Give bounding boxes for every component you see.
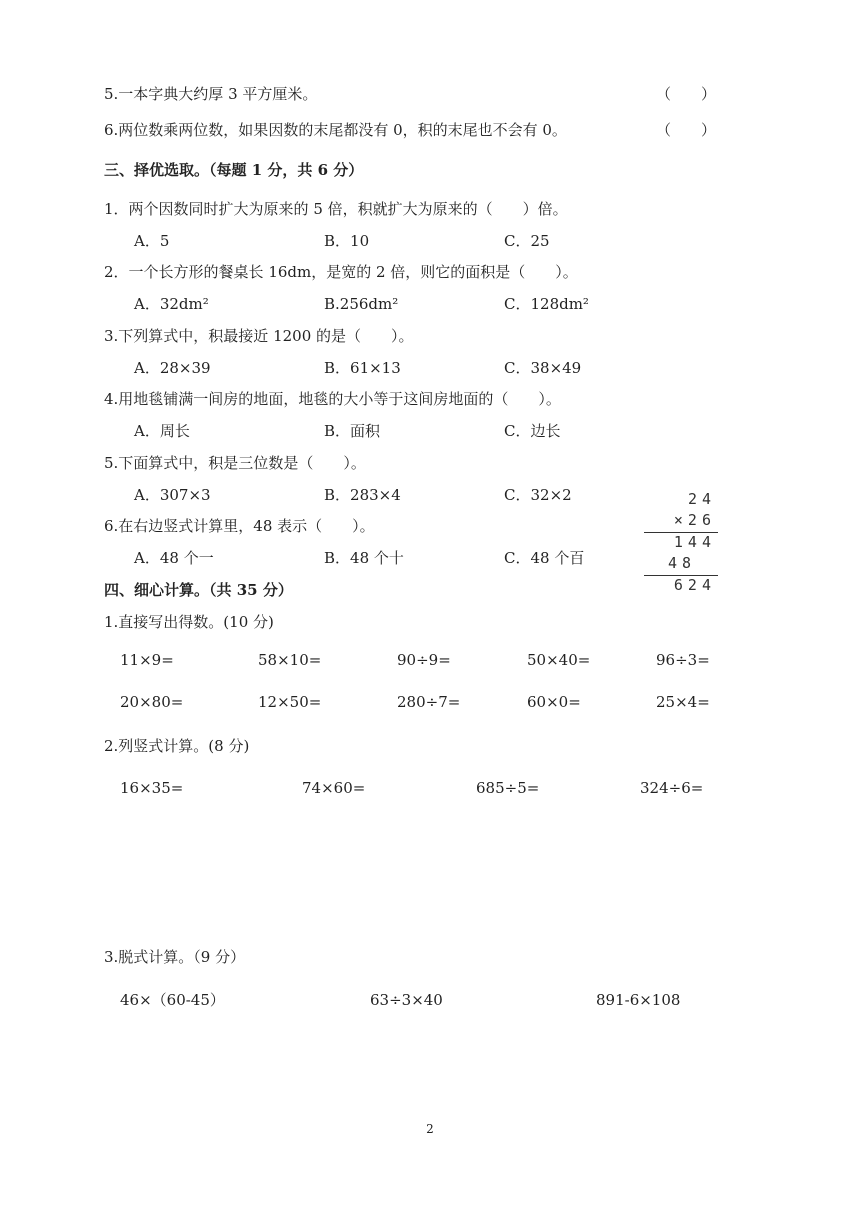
option-b[interactable]: B．61×13 (324, 359, 401, 377)
direct-calc-item: 60×0= (527, 693, 581, 711)
page-number: 2 (426, 1122, 434, 1136)
section-heading-choice: 三、择优选取。（每题 1 分，共 6 分） (104, 161, 364, 179)
option-c[interactable]: C．25 (504, 232, 550, 250)
direct-calc-item: 280÷7= (397, 693, 461, 711)
option-b[interactable]: B．面积 (324, 422, 381, 440)
option-a[interactable]: A．307×3 (134, 486, 211, 504)
option-c[interactable]: C．48 个百 (504, 549, 585, 567)
section-heading-calc: 四、细心计算。（共 35 分） (104, 581, 293, 599)
choice-question-4: 4.用地毯铺满一间房的地面，地毯的大小等于这间房地面的（ ）。 (104, 390, 561, 408)
vertical-row-partial-1: 144 (673, 533, 716, 551)
direct-calc-item: 96÷3= (656, 651, 710, 669)
judge-item-5: 5.一本字典大约厚 3 平方厘米。 (104, 85, 318, 103)
step-calc-item: 46×（60-45） (120, 991, 225, 1009)
option-c[interactable]: C．边长 (504, 422, 561, 440)
vertical-row-multiplier: ×26 (673, 511, 716, 529)
vertical-calc-item: 74×60= (302, 779, 366, 797)
judge-item-6: 6.两位数乘两位数，如果因数的末尾都没有 0，积的末尾也不会有 0。 (104, 121, 567, 139)
option-c[interactable]: C．38×49 (504, 359, 582, 377)
option-a[interactable]: A．5 (134, 232, 170, 250)
option-a[interactable]: A．48 个一 (134, 549, 214, 567)
option-a[interactable]: A．32dm² (134, 295, 209, 313)
vertical-row-multiplicand: 24 (687, 490, 716, 508)
vertical-multiplication (640, 490, 718, 594)
direct-calc-item: 90÷9= (397, 651, 451, 669)
step-calc-item: 63÷3×40 (370, 991, 443, 1009)
choice-question-5: 5.下面算式中，积是三位数是（ ）。 (104, 454, 366, 472)
option-a[interactable]: A．28×39 (134, 359, 211, 377)
option-b[interactable]: B.256dm² (324, 295, 399, 313)
vertical-calc-item: 685÷5= (476, 779, 540, 797)
option-c[interactable]: C．32×2 (504, 486, 572, 504)
vertical-calc-title: 2.列竖式计算。(8 分) (104, 737, 250, 755)
vertical-row-partial-2: 48 (667, 554, 696, 572)
direct-calc-item: 11×9= (120, 651, 174, 669)
answer-paren[interactable]: （ ） (656, 85, 717, 103)
choice-question-6: 6.在右边竖式计算里，48 表示（ ）。 (104, 517, 375, 535)
choice-question-3: 3.下列算式中，积最接近 1200 的是（ ）。 (104, 327, 414, 345)
step-calc-title: 3.脱式计算。（9 分） (104, 948, 246, 966)
vertical-row-product: 624 (673, 576, 716, 594)
direct-calc-item: 58×10= (258, 651, 322, 669)
direct-calc-item: 50×40= (527, 651, 591, 669)
option-b[interactable]: B．48 个十 (324, 549, 404, 567)
option-c[interactable]: C．128dm² (504, 295, 589, 313)
direct-calc-title: 1.直接写出得数。(10 分) (104, 613, 274, 631)
option-a[interactable]: A．周长 (134, 422, 190, 440)
choice-question-2: 2．一个长方形的餐桌长 16dm，是宽的 2 倍，则它的面积是（ ）。 (104, 263, 578, 281)
choice-question-1: 1．两个因数同时扩大为原来的 5 倍，积就扩大为原来的（ ）倍。 (104, 200, 568, 218)
answer-paren[interactable]: （ ） (656, 121, 717, 139)
direct-calc-item: 20×80= (120, 693, 184, 711)
vertical-calc-item: 324÷6= (640, 779, 704, 797)
direct-calc-item: 25×4= (656, 693, 710, 711)
option-b[interactable]: B．10 (324, 232, 370, 250)
direct-calc-item: 12×50= (258, 693, 322, 711)
step-calc-item: 891-6×108 (596, 991, 681, 1009)
vertical-calc-item: 16×35= (120, 779, 184, 797)
option-b[interactable]: B．283×4 (324, 486, 401, 504)
